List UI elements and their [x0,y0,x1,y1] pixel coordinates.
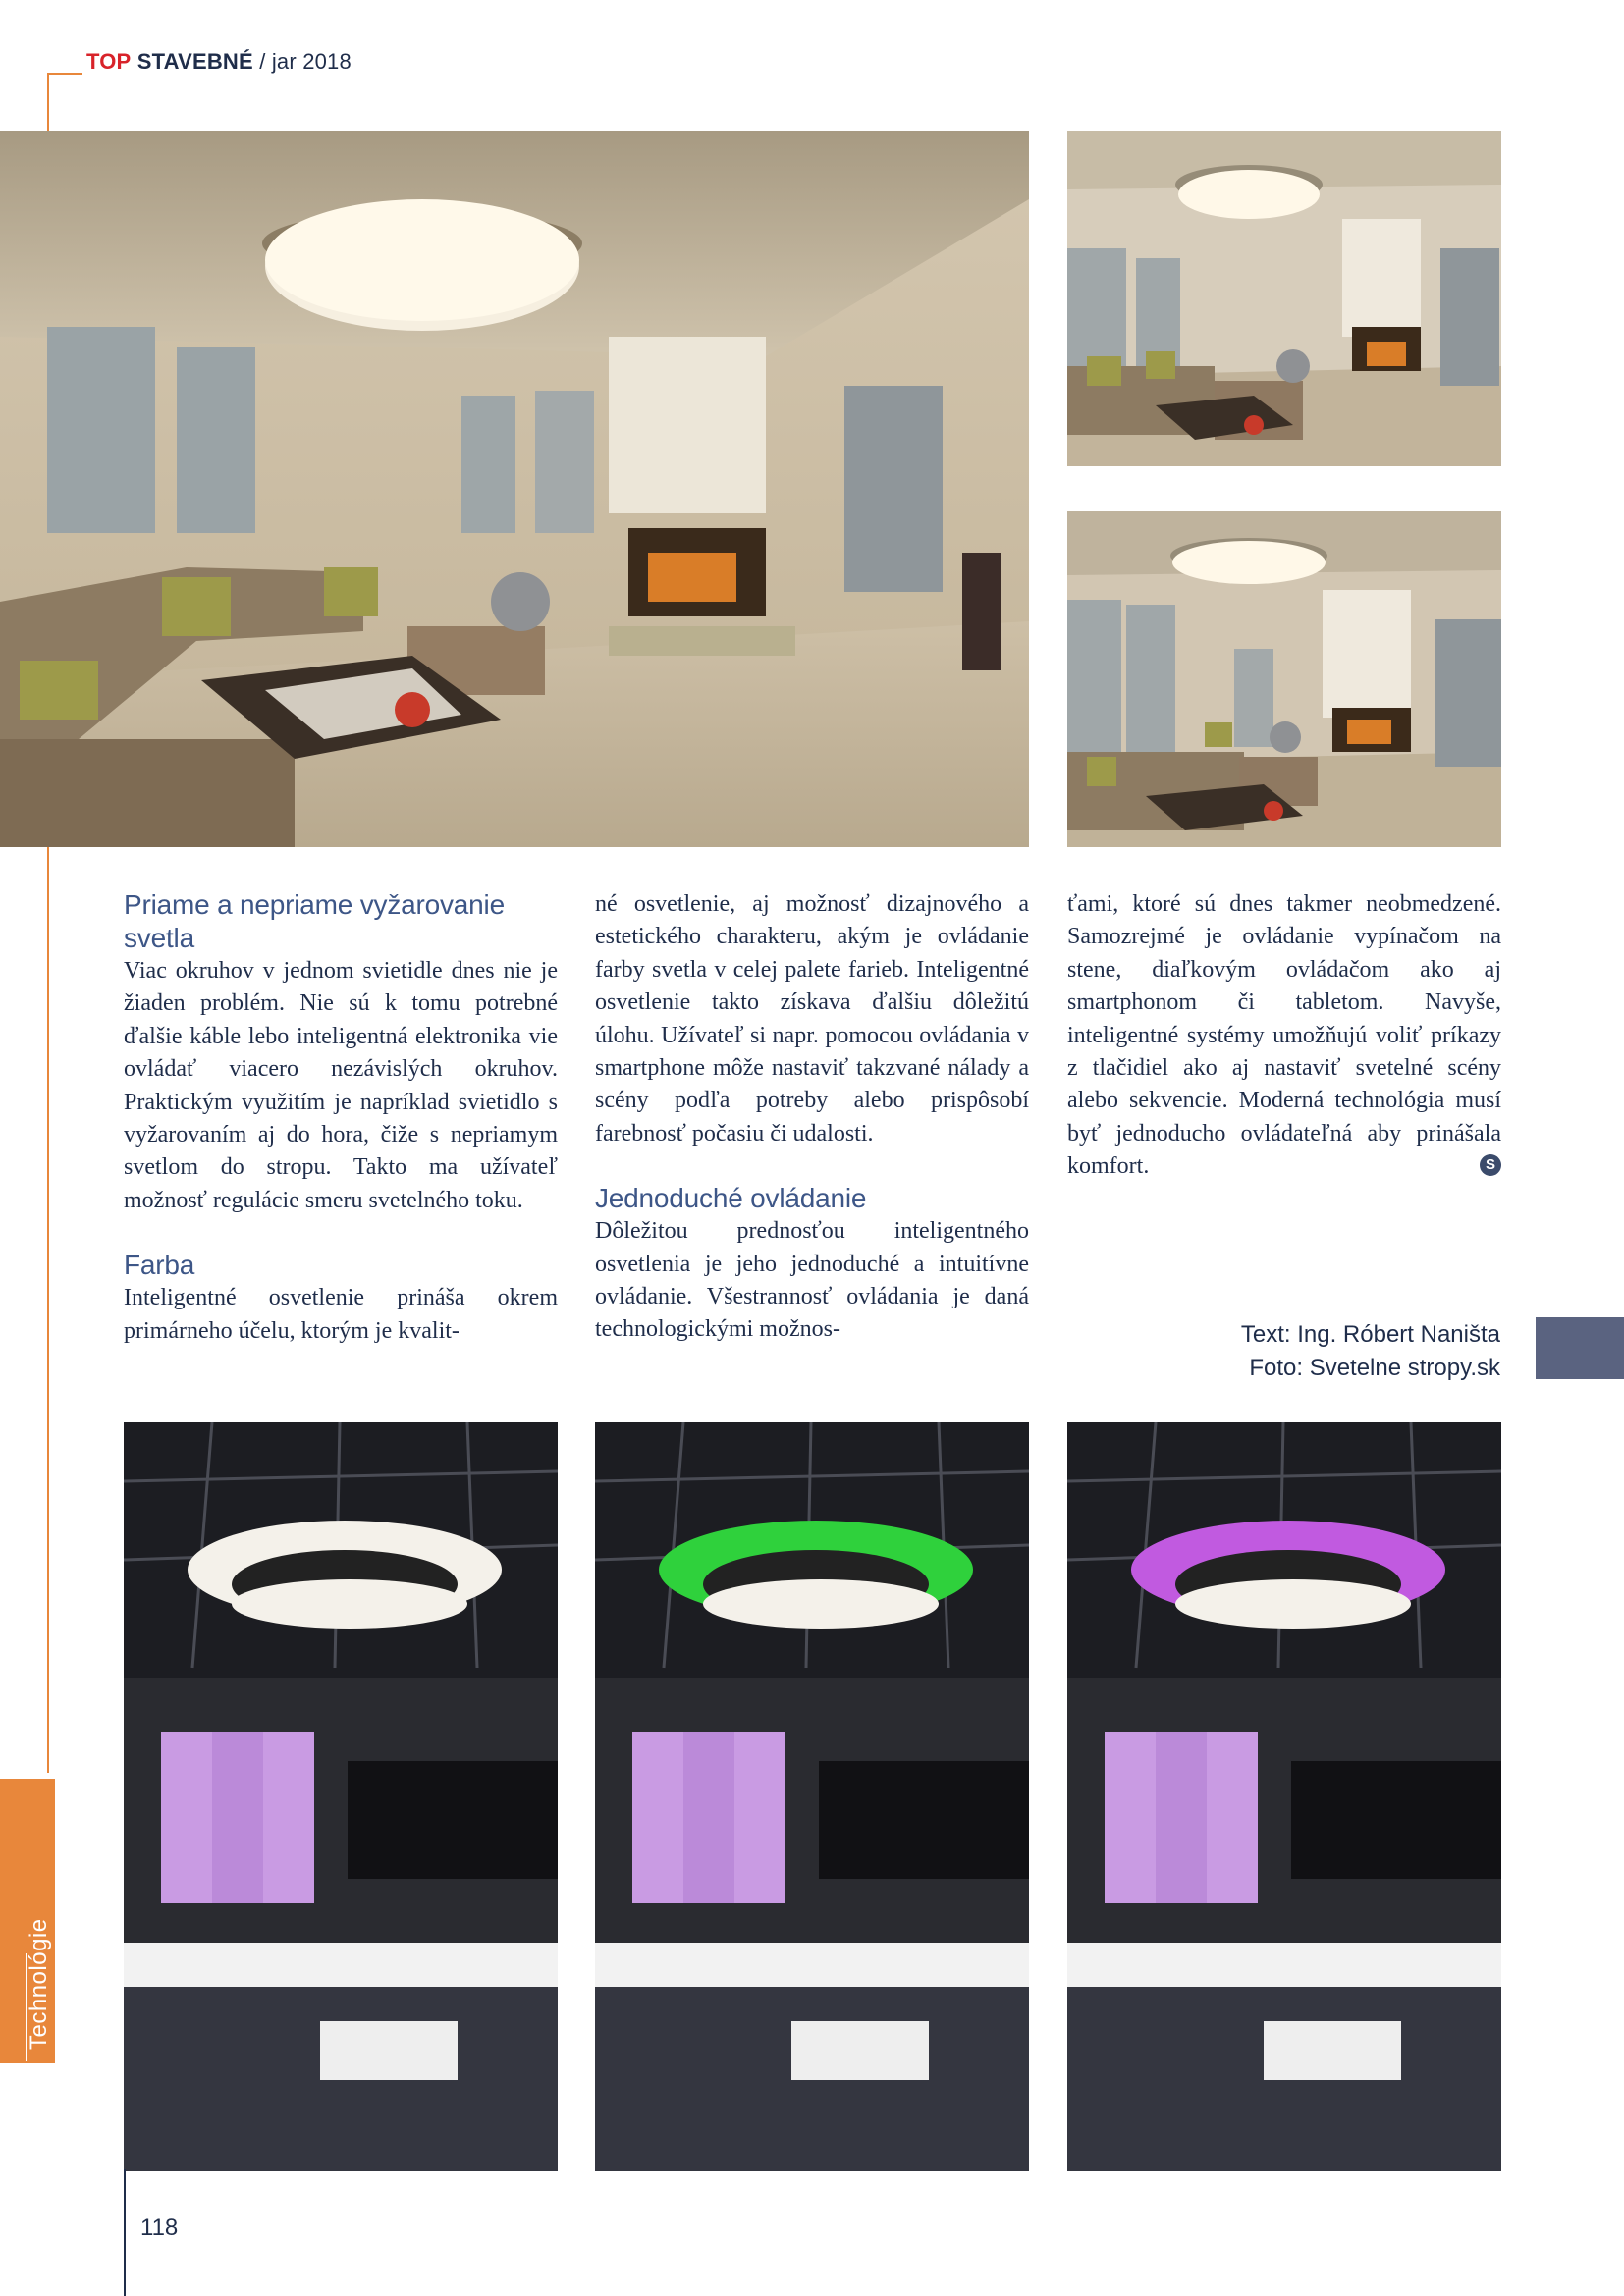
ring-lamp-photo-green [595,1422,1029,2171]
text-column-3 [1067,888,1501,1184]
paragraph-control-continued: ťami, ktoré sú dnes takmer neobmedzené. Samozrejmé je ovládanie vypínačom na stene, diaľkovým ovládačom ako aj smartphonom či tabletom. Navyše, inteligentné systémy umožňujú voliť príkazy z tlačidiel ako aj nastaviť svetelné scény alebo sekvencie. Moderná technológia musí byť jednoducho ovládateľná aby prinášala komfort. S [1067,891,1501,1180]
footer-rule [124,2169,126,2296]
paragraph-simple-control: Dôležitou prednosťou inteligentného osvetlenia je jeho jednoduché a intuitívne ovládanie. Všestrannosť ovládania je daná technologickými možnos- [595,1218,1029,1343]
living-room-photo-wide [1067,511,1501,847]
issue-label: / jar 2018 [252,49,352,74]
end-of-article-icon: S [1480,1154,1501,1176]
text-credit: Text: Ing. Róbert Naništa [1240,1321,1500,1348]
living-room-photo-fireplace [1067,131,1501,466]
paragraph-color: Inteligentné osvetlenie prináša okrem primárneho účelu, ktorým je kvalit- [124,1285,558,1344]
running-header [86,49,352,75]
page-edge-tab [1536,1317,1624,1379]
paragraph-color-continued: né osvetlenie, aj možnosť dizajnového a estetického charakteru, akým je ovládanie farby svetla v celej palete farieb. Inteligentné osvetlenie takto získava ďalšiu dôležitú úlohu. Užívateľ si napr. pomocou ovládania v smartphone môže nastaviť takzvané nálady a scény podľa potreby alebo prispôsobí farebnosť počasiu či udalosti. [595,891,1029,1147]
page-number: 118 [140,2215,179,2241]
magazine-name-top: TOP [86,49,132,74]
paragraph-direct-indirect: Viac okruhov v jednom svietidle dnes nie je žiaden problém. Nie sú k tomu potrebné ďalšie káble lebo inteligentná elektronika vie ovládať viacero nezávislých okruhov. Praktickým využitím je napríklad svietidlo s vyžarovaním aj do hora, čiže s nepriamym svetlom do stropu. Takto ma užívateľ možnosť regulácie smeru svetelného toku. [124,958,558,1213]
text-column-2 [595,888,1029,1347]
photo-credit: Foto: Svetelne stropy.sk [1249,1355,1500,1381]
article-credits [1241,1318,1500,1385]
text-column-1 [124,888,558,1348]
heading-simple-control: Jednoduché ovládanie [595,1183,867,1214]
ring-lamp-photo-purple [1067,1422,1501,2171]
magazine-name-stavebne: STAVEBNÉ [136,49,253,74]
ring-lamp-photo-white [124,1422,558,2171]
header-rule [47,73,82,75]
heading-direct-indirect: Priame a nepriame vyžarovanie svetla [124,889,505,953]
heading-color: Farba [124,1250,195,1281]
section-label: Technológie [26,1918,52,2050]
living-room-photo-main [0,131,1029,847]
